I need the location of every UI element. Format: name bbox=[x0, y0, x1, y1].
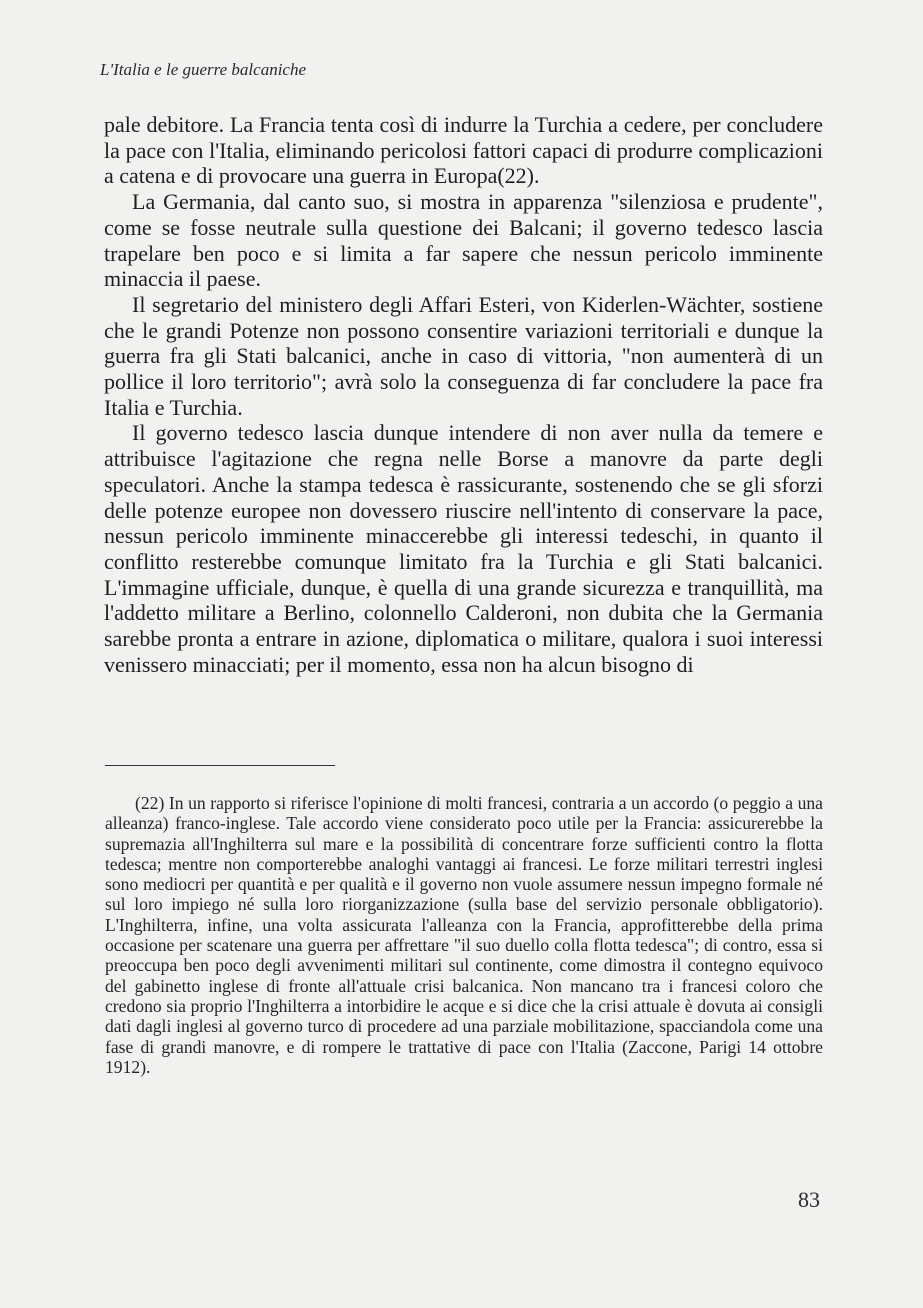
running-head: L'Italia e le guerre balcaniche bbox=[100, 60, 307, 79]
paragraph: Il governo tedesco lascia dunque intendere di non aver nulla da temere e attribuisce l'agitazione che regna nelle Borse a manovre da parte degli speculatori. Anche la stampa tedesca è rassicurante, sostenendo che se gli sforzi delle potenze europee non dovessero riuscire nell'intento di conservare la pace, nessun pericolo imminente minaccerebbe gli interessi tedeschi, in quanto il conflitto resterebbe comunque limitato fra la Turchia e gli Stati balcanici. L'immagine ufficiale, dunque, è quella di una grande sicurezza e tranquillità, ma l'addetto militare a Berlino, colonnello Calderoni, non dubita che la Germania sarebbe pronta a entrare in azione, diplomatica o militare, qualora i suoi interessi venissero minacciati; per il momento, essa non ha alcun bisogno di bbox=[104, 420, 823, 677]
page-number: 83 bbox=[798, 1187, 820, 1212]
paragraph: La Germania, dal canto suo, si mostra in apparenza "silenziosa e prudente", come se fosse neutrale sulla questione dei Balcani; il governo tedesco lascia trapelare ben poco e si limita a far sapere che nessun pericolo imminente minaccia il paese. bbox=[104, 189, 823, 292]
body-text bbox=[104, 112, 823, 677]
footnote-divider bbox=[105, 765, 335, 766]
footnote: (22) In un rapporto si riferisce l'opinione di molti francesi, contraria a un accordo (o peggio a una alleanza) franco-inglese. Tale accordo viene considerato poco utile per la Francia: assicurerebbe la supremazia all'Inghilterra sul mare e la possibilità di concentrare forze sufficienti contro la flotta tedesca; mentre non comporterebbe analoghi vantaggi ai francesi. Le forze militari terrestri inglesi sono mediocri per quantità e per qualità e il governo non vuole assumere nessun impegno formale né sul loro impiego né sulla loro riorganizzazione (sulla base del servizio personale obbligatorio). L'Inghilterra, infine, una volta assicurata l'alleanza con la Francia, approfitterebbe della prima occasione per scatenare una guerra per affrettare "il suo duello colla flotta tedesca"; di contro, essa si preoccupa ben poco degli avvenimenti militari sul continente, come dimostra il contegno equivoco del gabinetto inglese di fronte all'attuale crisi balcanica. Non mancano tra i francesi coloro che credono sia proprio l'Inghilterra a intorbidire le acque e si dice che la crisi attuale è dovuta ai consigli dati dagli inglesi al governo turco di procedere ad una parziale mobilitazione, spacciandola come una fase di grandi manovre, e di rompere le trattative di pace con l'Italia (Zaccone, Parigi 14 ottobre 1912). bbox=[105, 793, 823, 1077]
paragraph: pale debitore. La Francia tenta così di indurre la Turchia a cedere, per concludere la pace con l'Italia, eliminando pericolosi fattori capaci di produrre complicazioni a catena e di provocare una guerra in Europa(22). bbox=[104, 112, 823, 189]
paragraph: Il segretario del ministero degli Affari Esteri, von Kiderlen-Wächter, sostiene che le grandi Potenze non possono consentire variazioni territoriali e dunque la guerra fra gli Stati balcanici, anche in caso di vittoria, "non aumenterà di un pollice il loro territorio"; avrà solo la conseguenza di far concludere la pace fra Italia e Turchia. bbox=[104, 291, 823, 420]
